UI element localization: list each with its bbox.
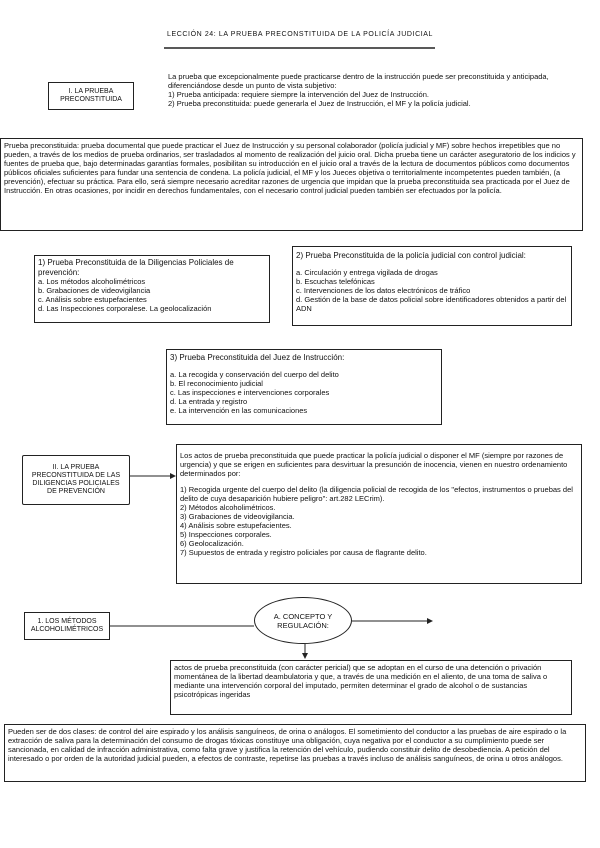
section1-intro: La prueba que excepcionalmente puede practicarse dentro de la instrucción puede ser preconstituida y anticipada, diferenciándose desde un punto de vista subjetivo: bbox=[168, 72, 549, 90]
page-title: LECCIÓN 24: LA PRUEBA PRECONSTITUIDA DE LA POLICÍA JUDICIAL bbox=[166, 31, 434, 38]
control-judicial-box bbox=[292, 246, 572, 326]
closing-text: Pueden ser de dos clases: de control del aire espirado y los análisis sanguíneos, de orina o análogos. El sometimiento del conductor a las pruebas de aire espirado o la extracción de saliva para la determinación del consumo de drogas tóxicas constituye una obligación, cuya negativa por el conductor a su cumplimiento puede ser sancionada, en calidad de infracción administrativa, como falta grave y justifica la retención del vehículo, pudiendo constituir delito de desobediencia. A petición del interesado o por orden de la autoridad judicial pueden, a efectos de contraste, repetirse las pruebas a través incluso de análisis sanguíneos, de orina u otros análogos. bbox=[8, 727, 567, 763]
list-item: a. Los métodos alcoholimétricos bbox=[38, 277, 146, 287]
list-item: 7) Supuestos de entrada y registro policiales por causa de flagrante delito. bbox=[180, 548, 427, 557]
list-item: 1) Recogida urgente del cuerpo del delito (la diligencia policial de recogida de los "efectos, instrumentos o pruebas del delito de cuya desaparición hubiere peligro": art.282 LECrim). bbox=[180, 485, 573, 503]
definition-text: Prueba preconstituida: prueba documental que puede practicar el Juez de Instrucción y su personal colaborador (policía judicial y MF) sobre hechos irrepetibles que no pueden, a través de los medios de prueba ordinarios, ser trasladados al momento de realización del juicio oral. Dicha prueba tiene un carácter aseguratorio de los indicios y fuentes de prueba que, bajo determinadas garantías formales, posibilitan su introducción en el juicio oral a través de la lectura de documentos públicos como documentos públicos oficiales suficientes para fundar una sentencia de condena. La policía judicial, el MF y los Jueces objetiva o territorialmente incompetentes pueden también, (a prevención), efectuar su práctica. Para ello, será siempre necesario acreditar razones de urgencia que impidan que la prueba preconstituida sea practicada por el Juez de Instrucción. En otras ocasiones, por incidir en derechos fundamentales, con el necesario control judicial pueden también ser efectuados por la policía. bbox=[4, 141, 576, 195]
list-item: 6) Geolocalización. bbox=[180, 539, 244, 548]
section2-label: II. LA PRUEBA PRECONSTITUIDA DE LAS DILIGENCIAS POLICIALES DE PREVENCIÓN bbox=[31, 463, 121, 496]
juez-box bbox=[166, 349, 442, 425]
definition-box bbox=[0, 138, 583, 231]
list-item: a. La recogida y conservación del cuerpo del delito bbox=[170, 369, 339, 379]
section1-intro-block bbox=[168, 72, 578, 108]
closing-box bbox=[4, 724, 586, 782]
list-item: 2) Métodos alcoholimétricos. bbox=[180, 503, 276, 512]
section2-intro: Los actos de prueba preconstituida que puede practicar la policía judicial o disponer el MF (siempre por razones de urgencia) y que se erigen en suficientes para desvirtuar la presunción de inocencia, vienen en nuestro ordenamiento determinados por: bbox=[180, 451, 568, 478]
section2-box bbox=[176, 444, 582, 584]
section1-label: I. LA PRUEBA PRECONSTITUIDA bbox=[60, 87, 122, 103]
juez-title: 3) Prueba Preconstituida del Juez de Instrucción: bbox=[170, 353, 345, 362]
list-item: b. El reconocimiento judicial bbox=[170, 378, 263, 388]
list-item: e. La intervención en las comunicaciones bbox=[170, 405, 308, 415]
list-item: d. Las Inspecciones corporalese. La geolocalización bbox=[38, 304, 212, 314]
list-item: c. Intervenciones de los datos electrónicos de tráfico bbox=[296, 285, 471, 295]
list-item: 5) Inspecciones corporales. bbox=[180, 530, 272, 539]
concept-box bbox=[170, 660, 572, 715]
list-item: 3) Grabaciones de videovigilancia. bbox=[180, 512, 295, 521]
list-item: d. La entrada y registro bbox=[170, 396, 248, 406]
oval-label: A. CONCEPTO Y REGULACIÓN: bbox=[273, 611, 333, 630]
list-item: c. Análisis sobre estupefacientes bbox=[38, 295, 147, 305]
section1-label-box bbox=[48, 82, 134, 110]
list-item: b. Grabaciones de videovigilancia bbox=[38, 286, 151, 296]
list-item: b. Escuchas telefónicas bbox=[296, 276, 375, 286]
concept-oval bbox=[254, 597, 352, 644]
concept-text: actos de prueba preconstituida (con carácter pericial) que se adoptan en el curso de una detención o privación momentánea de la libertad deambulatoria y que, a través de una medición en el aliento, de una toma de saliva o mediante una intervención corporal del imputado, permiten determinar el grado de alcohol o de sustancias psicotrópicas ingeridas bbox=[174, 663, 548, 699]
diligencias-box bbox=[34, 255, 270, 323]
diligencias-title: 1) Prueba Preconstituida de la Diligencias Policiales de prevención: bbox=[38, 258, 234, 277]
list-item: d. Gestión de la base de datos policial sobre identificadores obtenidos a partir del ADN bbox=[296, 294, 567, 313]
section3-label-box bbox=[24, 612, 110, 640]
section3-label: 1. LOS MÉTODOS ALCOHOLIMÉTRICOS bbox=[30, 617, 104, 633]
section1-point-2: 2) Prueba preconstituida: puede generarla el Juez de Instrucción, el MF y la policía judicial. bbox=[168, 99, 471, 108]
list-item: 4) Análisis sobre estupefacientes. bbox=[180, 521, 292, 530]
list-item: a. Circulación y entrega vigilada de drogas bbox=[296, 267, 438, 277]
control-judicial-title: 2) Prueba Preconstituida de la policía judicial con control judicial: bbox=[296, 251, 526, 260]
list-item: c. Las inspecciones e intervenciones corporales bbox=[170, 387, 330, 397]
section1-point-1: 1) Prueba anticipada: requiere siempre la intervención del Juez de Instrucción. bbox=[168, 90, 429, 99]
section2-label-box bbox=[22, 455, 130, 505]
